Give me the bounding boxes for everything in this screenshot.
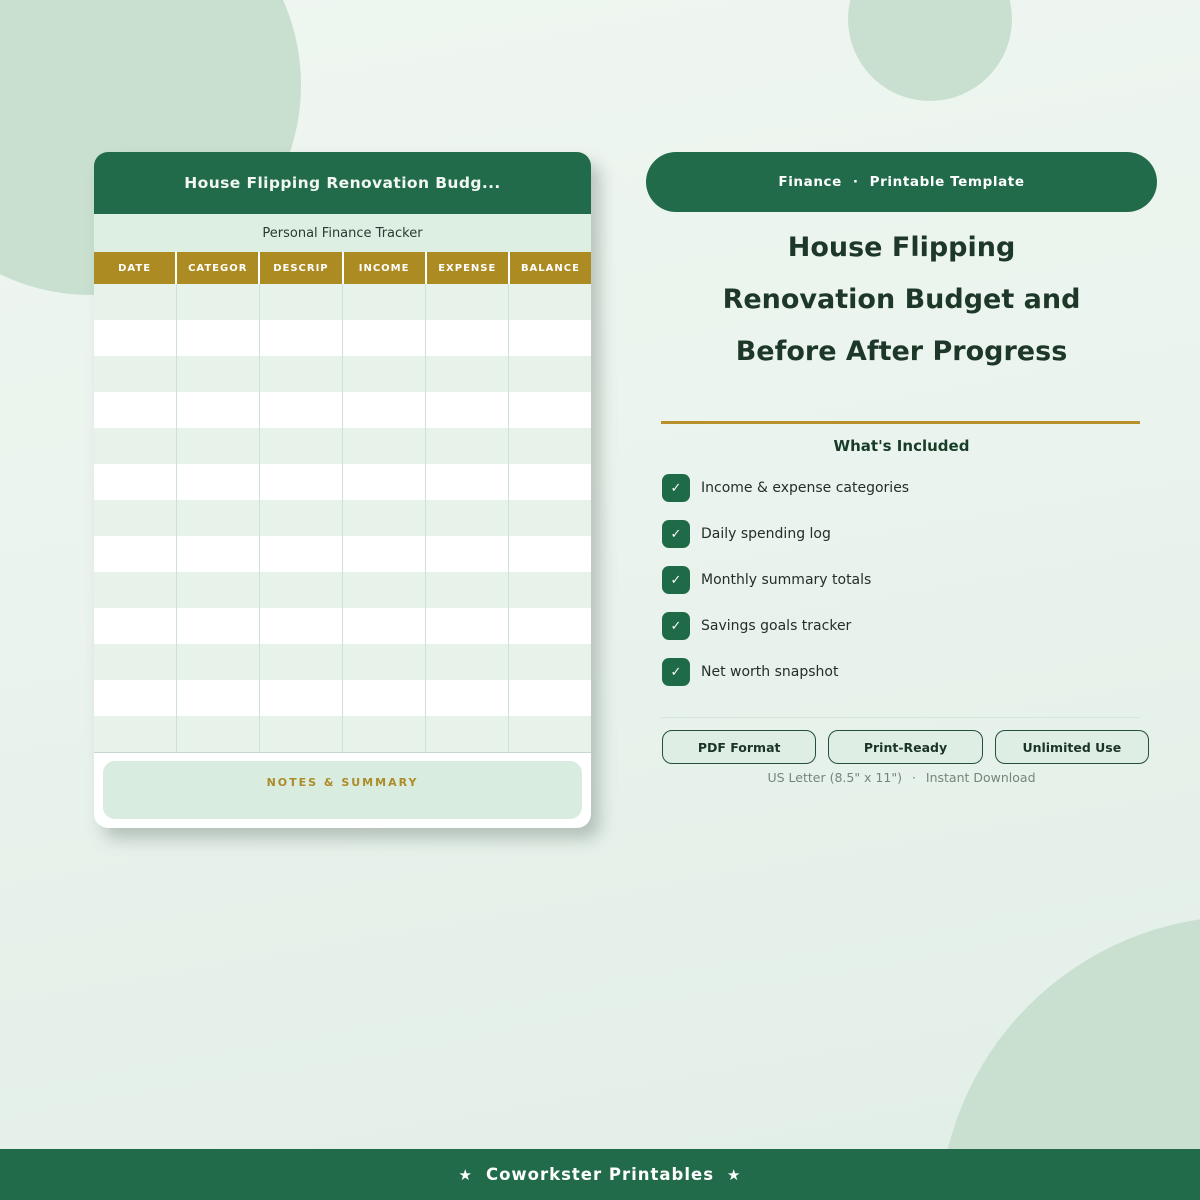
feature-item — [662, 520, 1142, 548]
table-cell — [343, 356, 426, 392]
table-cell — [260, 392, 343, 428]
template-preview-card — [94, 152, 591, 828]
table-cell — [177, 644, 260, 680]
table-cell — [94, 464, 177, 500]
table-cell — [509, 428, 591, 464]
star-icon: ★ — [458, 1165, 473, 1184]
table-cell — [94, 644, 177, 680]
table-cell — [260, 644, 343, 680]
format-chip-row — [662, 730, 1149, 764]
badge-category: Finance — [778, 174, 842, 190]
decor-circle-top-right — [848, 0, 1012, 101]
table-cell — [177, 536, 260, 572]
checkmark-icon: ✓ — [662, 658, 690, 686]
column-header-expense: EXPENSE — [427, 252, 510, 284]
feature-item — [662, 612, 1142, 640]
table-cell — [94, 500, 177, 536]
table-cell — [509, 284, 591, 320]
table-cell — [94, 356, 177, 392]
table-cell — [177, 608, 260, 644]
meta-separator-dot: · — [911, 770, 916, 785]
table-cell — [177, 464, 260, 500]
feature-label: Daily spending log — [701, 526, 831, 542]
gold-divider — [661, 421, 1140, 424]
table-cell — [343, 644, 426, 680]
table-cell — [426, 572, 509, 608]
checkmark-icon: ✓ — [662, 520, 690, 548]
table-cell — [426, 320, 509, 356]
preview-title: House Flipping Renovation Budg... — [184, 174, 501, 192]
table-cell — [260, 428, 343, 464]
column-header-balance: BALANCE — [520, 262, 580, 274]
table-cell — [509, 716, 591, 752]
table-cell — [343, 680, 426, 716]
table-row — [94, 356, 591, 392]
table-cell — [260, 356, 343, 392]
section-divider — [661, 717, 1140, 718]
table-row — [94, 428, 591, 464]
table-cell — [509, 536, 591, 572]
table-cell — [177, 320, 260, 356]
product-title — [646, 222, 1157, 378]
site-footer — [0, 1149, 1200, 1200]
feature-label: Monthly summary totals — [701, 572, 872, 588]
notes-summary-label: NOTES & SUMMARY — [266, 776, 419, 789]
table-body — [94, 284, 591, 753]
feature-item — [662, 474, 1142, 502]
format-meta — [646, 770, 1157, 785]
notes-summary-box — [103, 761, 582, 819]
table-cell — [509, 320, 591, 356]
badge-type: Printable Template — [869, 174, 1025, 190]
table-cell — [426, 680, 509, 716]
table-cell — [509, 644, 591, 680]
table-cell — [509, 464, 591, 500]
table-cell — [509, 356, 591, 392]
table-cell — [94, 716, 177, 752]
pdf-format-chip[interactable]: PDF Format — [662, 730, 816, 764]
table-cell — [177, 716, 260, 752]
table-cell — [426, 500, 509, 536]
table-cell — [260, 464, 343, 500]
checkmark-icon: ✓ — [662, 474, 690, 502]
table-cell — [343, 464, 426, 500]
table-cell — [94, 536, 177, 572]
table-cell — [426, 608, 509, 644]
table-cell — [260, 536, 343, 572]
table-cell — [94, 284, 177, 320]
column-header-descrip: DESCRIP — [260, 252, 343, 284]
table-cell — [343, 428, 426, 464]
paper-size: US Letter (8.5" x 11") — [767, 770, 902, 785]
table-cell — [94, 320, 177, 356]
table-row — [94, 716, 591, 752]
table-cell — [260, 320, 343, 356]
badge-separator-dot: · — [852, 174, 859, 190]
product-title-line: Before After Progress — [735, 336, 1068, 367]
table-cell — [260, 500, 343, 536]
column-header-date: DATE — [94, 252, 177, 284]
table-row — [94, 644, 591, 680]
feature-item — [662, 566, 1142, 594]
table-cell — [343, 284, 426, 320]
table-row — [94, 320, 591, 356]
table-cell — [177, 392, 260, 428]
table-cell — [177, 428, 260, 464]
table-row — [94, 572, 591, 608]
table-cell — [509, 608, 591, 644]
table-row — [94, 284, 591, 320]
table-cell — [426, 716, 509, 752]
table-cell — [177, 284, 260, 320]
checkmark-icon: ✓ — [662, 612, 690, 640]
table-cell — [177, 500, 260, 536]
feature-label: Income & expense categories — [701, 480, 910, 496]
table-cell — [426, 284, 509, 320]
table-cell — [426, 644, 509, 680]
column-header-categor: CATEGOR — [177, 252, 260, 284]
table-cell — [177, 680, 260, 716]
table-row — [94, 680, 591, 716]
unlimited-use-chip[interactable]: Unlimited Use — [995, 730, 1149, 764]
table-cell — [94, 392, 177, 428]
table-cell — [94, 572, 177, 608]
feature-label: Savings goals tracker — [701, 618, 852, 634]
table-cell — [509, 500, 591, 536]
footer-brand: Coworkster Printables — [485, 1165, 715, 1184]
table-cell — [94, 680, 177, 716]
table-cell — [426, 536, 509, 572]
feature-item — [662, 658, 1142, 686]
table-cell — [260, 572, 343, 608]
table-row — [94, 536, 591, 572]
table-cell — [260, 608, 343, 644]
table-cell — [509, 572, 591, 608]
table-cell — [343, 572, 426, 608]
table-cell — [94, 428, 177, 464]
table-cell — [94, 608, 177, 644]
table-cell — [260, 284, 343, 320]
print-ready-chip[interactable]: Print-Ready — [828, 730, 982, 764]
download-info: Instant Download — [925, 770, 1036, 785]
table-cell — [343, 608, 426, 644]
table-row — [94, 464, 591, 500]
product-title-line: Renovation Budget and — [722, 284, 1081, 315]
table-cell — [343, 392, 426, 428]
table-cell — [343, 716, 426, 752]
table-cell — [426, 428, 509, 464]
table-cell — [260, 716, 343, 752]
table-cell — [177, 572, 260, 608]
table-row — [94, 500, 591, 536]
table-cell — [177, 356, 260, 392]
table-cell — [426, 356, 509, 392]
feature-list — [662, 474, 1142, 704]
table-cell — [426, 392, 509, 428]
table-cell — [343, 500, 426, 536]
preview-subtitle: Personal Finance Tracker — [94, 214, 591, 252]
table-cell — [509, 392, 591, 428]
table-row — [94, 608, 591, 644]
category-badge — [646, 152, 1157, 212]
whats-included-heading: What's Included — [833, 437, 970, 455]
product-title-line: House Flipping — [787, 232, 1016, 263]
preview-header-bar — [94, 152, 591, 214]
table-row — [94, 392, 591, 428]
star-icon: ★ — [727, 1165, 742, 1184]
table-cell — [509, 680, 591, 716]
table-column-header-row — [94, 252, 591, 284]
column-header-income: INCOME — [344, 252, 427, 284]
table-cell — [343, 536, 426, 572]
table-cell — [343, 320, 426, 356]
checkmark-icon: ✓ — [662, 566, 690, 594]
table-cell — [426, 464, 509, 500]
feature-label: Net worth snapshot — [701, 664, 839, 680]
table-cell — [260, 680, 343, 716]
